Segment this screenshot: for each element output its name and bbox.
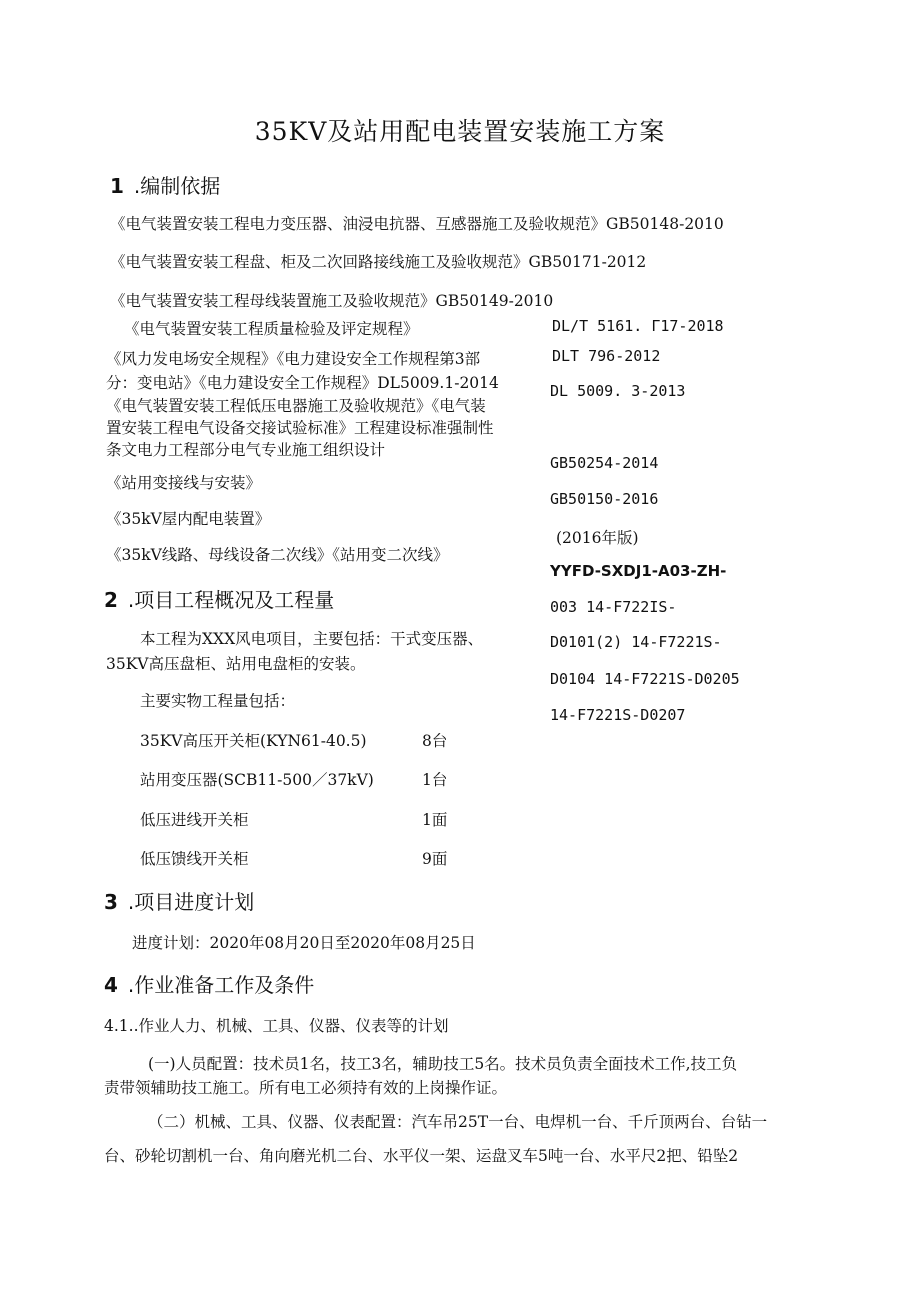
section-4-number: 4 [104,973,118,997]
drawing-code: 14-F7221S-D0207 [550,706,686,724]
section-3-title: .项目进度计划 [127,890,255,914]
quantity-item-name: 低压进线开关柜 [140,811,249,829]
reference-line: 《站用变接线与安装》 [106,474,262,492]
section-1-number: 1 [110,174,124,198]
paragraph-line: （二）机械、工具、仪器、仪表配置：汽车吊25T一台、电焊机一台、千斤顶两台、台钻一 [148,1113,768,1131]
section-3-heading [104,886,254,915]
schedule-text: 进度计划：2020年08月20日至2020年08月25日 [132,934,476,952]
paragraph-line: 台、砂轮切割机一台、角向磨光机二台、水平仪一架、运盘叉车5吨一台、水平尺2把、铅坠2 [104,1147,739,1165]
reference-line: 分：变电站》《电力建设安全工作规程》DL5009.1-2014 [106,374,499,392]
reference-line: 《电气装置安装工程质量检验及评定规程》 [124,320,419,338]
standard-code: DLT 796-2012 [552,347,661,365]
standard-code: DL 5009. 3-2013 [550,382,686,400]
reference-line: 条文电力工程部分电气专业施工组织设计 [106,441,386,459]
section-3-number: 3 [104,890,118,914]
reference-line: 《35kV线路、母线设备二次线》《站用变二次线》 [106,546,449,564]
reference-line: 《35kV屋内配电装置》 [106,510,271,528]
reference-line: 《电气装置安装工程电力变压器、油浸电抗器、互感器施工及验收规范》GB50148-2010 [110,215,724,233]
quantity-item-qty: 1面 [422,811,448,829]
paragraph-line: (一)人员配置：技术员1名，技工3名，辅助技工5名。技术员负责全面技术工作,技工负 [148,1055,738,1073]
quantity-item-qty: 1台 [422,771,448,789]
reference-line: 《电气装置安装工程母线装置施工及验收规范》GB50149-2010 [110,292,554,310]
standard-code: GB50150-2016 [550,490,659,508]
standard-code: DL/T 5161. Γ17-2018 [552,317,724,335]
section-4-heading [104,969,314,998]
standard-code: (2016年版) [556,529,639,547]
quantity-item-name: 低压馈线开关柜 [140,850,249,868]
quantity-item-qty: 9面 [422,850,448,868]
section-1-title: .编制依据 [133,174,221,198]
quantity-item-name: 站用变压器(SCB11-500／37kV) [140,771,374,789]
drawing-code: YYFD-SXDJ1-A03-ZH- [550,562,727,580]
section-1-heading [110,170,220,199]
document-title: 35KV及站用配电装置安装施工方案 [254,117,666,146]
paragraph-line: 责带领辅助技工施工。所有电工必须持有效的上岗操作证。 [104,1079,508,1097]
drawing-code: 003 14-F722IS- [550,598,677,616]
reference-line: 《电气装置安装工程低压电器施工及验收规范》《电气装 [106,397,486,415]
reference-line: 《电气装置安装工程盘、柜及二次回路接线施工及验收规范》GB50171-2012 [110,253,647,271]
section-2-heading [104,584,334,613]
overview-text: 35KV高压盘柜、站用电盘柜的安装。 [106,655,366,673]
standard-code: GB50254-2014 [550,454,659,472]
reference-line: 《风力发电场安全规程》《电力建设安全工作规程第3部 [106,350,481,368]
quantity-intro: 主要实物工程量包括： [140,692,296,710]
quantity-item-name: 35KV高压开关柜(KYN61-40.5) [140,732,367,750]
section-4-title: .作业准备工作及条件 [127,973,315,997]
drawing-code: D0104 14-F7221S-D0205 [550,670,740,688]
drawing-code: D0101(2) 14-F7221S- [550,633,722,651]
overview-text: 本工程为XXX风电项目，主要包括：干式变压器、 [140,630,484,648]
reference-line: 置安装工程电气设备交接试验标准》工程建设标准强制性 [106,419,494,437]
section-2-title: .项目工程概况及工程量 [127,588,335,612]
section-2-number: 2 [104,588,118,612]
subsection-heading: 4.1..作业人力、机械、工具、仪器、仪表等的计划 [104,1017,449,1035]
quantity-item-qty: 8台 [422,732,448,750]
